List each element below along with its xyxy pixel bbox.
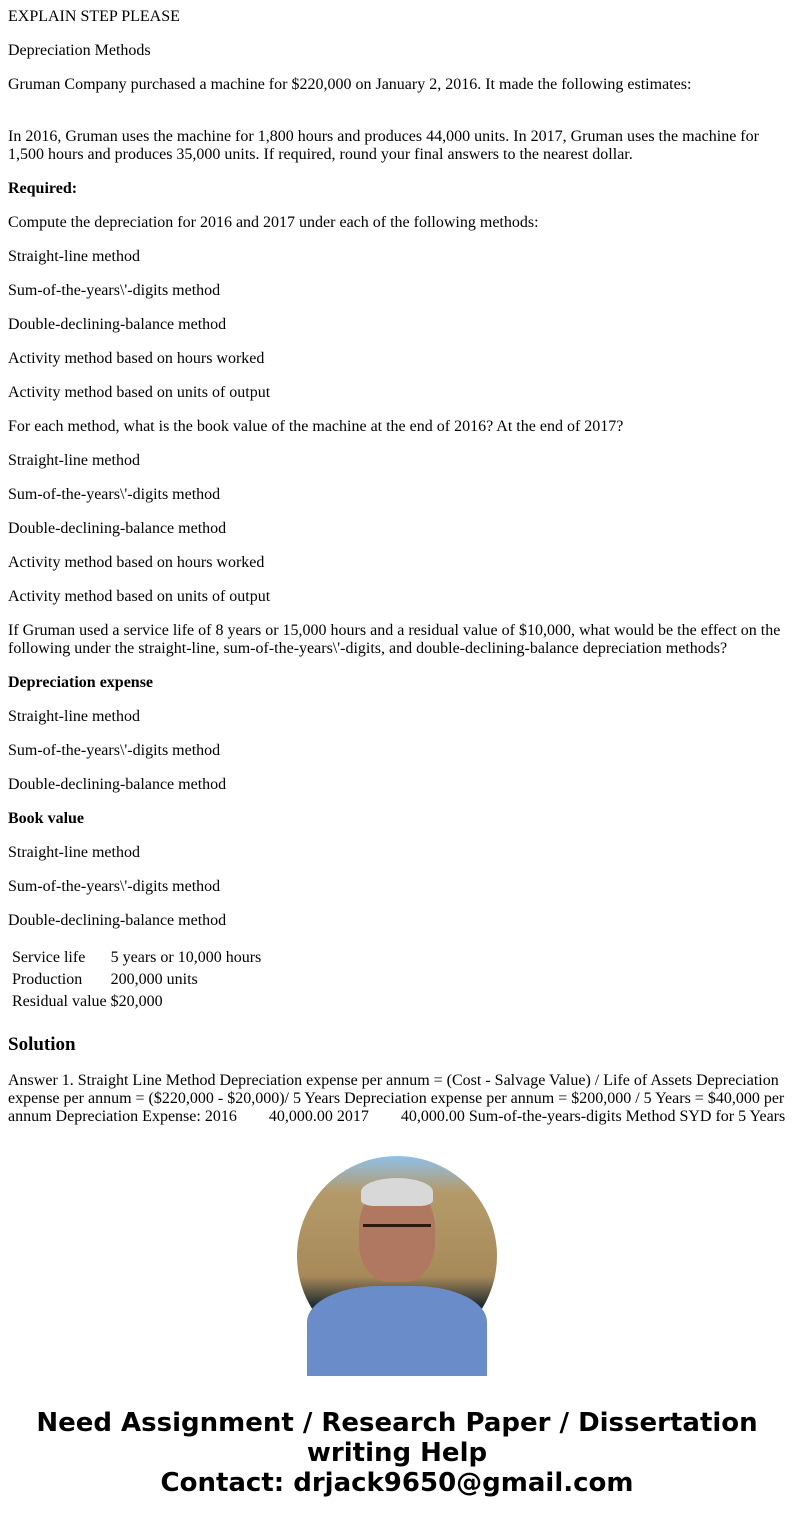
method-item: Double-declining-balance method (8, 776, 227, 793)
method-item: Double-declining-balance method (8, 316, 227, 333)
author-avatar (297, 1156, 497, 1356)
method-item: Straight-line method (8, 708, 140, 725)
estimate-value: $20,000 (110, 993, 163, 1010)
method-item: Sum-of-the-years\'-digits method (8, 742, 221, 759)
methods-list-1 (8, 248, 786, 402)
table-row (11, 992, 262, 1012)
method-item: Activity method based on units of output (8, 384, 271, 401)
method-item: Activity method based on units of output (8, 588, 271, 605)
part1-text: Compute the depreciation for 2016 and 2017 under each of the following methods: (8, 214, 539, 231)
table-row (11, 948, 262, 968)
method-item: Sum-of-the-years\'-digits method (8, 486, 221, 503)
question-title: Depreciation Methods (8, 42, 151, 59)
method-item: Sum-of-the-years\'-digits method (8, 282, 221, 299)
question-intro: Gruman Company purchased a machine for $220,000 on January 2, 2016. It made the following estimates: (8, 76, 692, 93)
solution-text: Answer 1. Straight Line Method Depreciation expense per annum = (Cost - Salvage Value) / Life of Assets Depreciation expense per annum = ($220,000 - $20,000)/ 5 Years Depreciation expense per annum = $200,000 / 5 Years = $40,000 per annum Depreciation Expense: 2016 40,000.00 2017 40,000.00 Sum-of-the-years-digits Method SYD for 5 Years (8, 1072, 789, 1125)
estimates-table (9, 946, 264, 1014)
contact-banner (8, 1408, 786, 1498)
method-item: Activity method based on hours worked (8, 554, 265, 571)
solution-heading: Solution (8, 1034, 76, 1055)
required-label: Required: (8, 180, 78, 197)
method-item: Straight-line method (8, 844, 140, 861)
method-item: Double-declining-balance method (8, 520, 227, 537)
method-item: Activity method based on hours worked (8, 350, 265, 367)
estimate-label: Production (12, 971, 83, 988)
question-heading: EXPLAIN STEP PLEASE (8, 8, 180, 25)
table-row (11, 970, 262, 990)
estimate-value: 200,000 units (110, 971, 198, 988)
method-item: Straight-line method (8, 452, 140, 469)
help-text: Need Assignment / Research Paper / Dissertation writing Help (36, 1408, 758, 1468)
method-item: Straight-line method (8, 248, 140, 265)
usage-text: In 2016, Gruman uses the machine for 1,800 hours and produces 44,000 units. In 2017, Gruman uses the machine for 1,500 hours and produces 35,000 units. If required, round your final answers to the nearest dollar. (8, 128, 759, 163)
method-item: Double-declining-balance method (8, 912, 227, 929)
depreciation-expense-heading: Depreciation expense (8, 674, 154, 691)
method-item: Sum-of-the-years\'-digits method (8, 878, 221, 895)
estimate-label: Residual value (12, 993, 107, 1010)
part2-text: For each method, what is the book value of the machine at the end of 2016? At the end of 2017? (8, 418, 624, 435)
contact-email: Contact: drjack9650@gmail.com (160, 1468, 634, 1498)
part3-text: If Gruman used a service life of 8 years or 15,000 hours and a residual value of $10,000, what would be the effect on the following under the straight-line, sum-of-the-years\'-digits, and double-declining-balance depreciation methods? (8, 622, 781, 657)
book-value-heading: Book value (8, 810, 85, 827)
estimate-value: 5 years or 10,000 hours (110, 949, 262, 966)
estimate-label: Service life (12, 949, 86, 966)
methods-list-2 (8, 452, 786, 606)
